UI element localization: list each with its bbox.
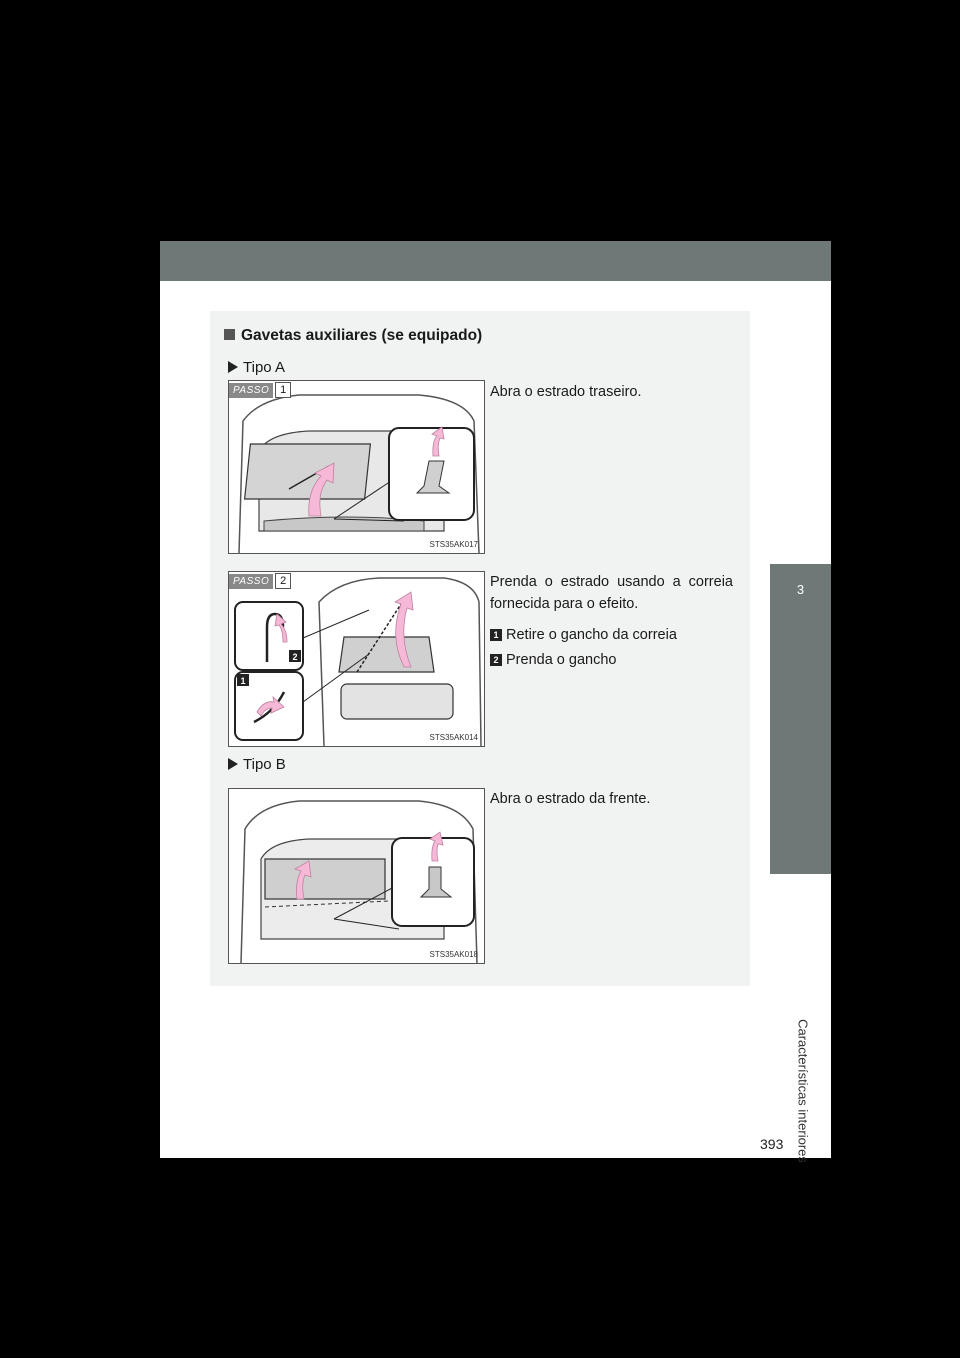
number-1-icon: 1 xyxy=(490,629,502,641)
cargo-floor-illustration xyxy=(229,381,484,553)
page-number: 393 xyxy=(760,1136,784,1152)
chapter-tab xyxy=(770,564,831,874)
chapter-title-vertical xyxy=(783,931,823,1251)
chapter-title: Características interiores xyxy=(795,1019,811,1163)
figure-type-b xyxy=(228,788,485,964)
svg-text:2: 2 xyxy=(292,652,298,662)
manual-page xyxy=(160,241,831,1163)
figure-code: STS35AK014 xyxy=(429,733,478,742)
chapter-number: 3 xyxy=(796,582,805,597)
substep-1: 1 Retire o gancho da correia xyxy=(490,625,677,645)
strap-hook-illustration xyxy=(229,572,484,746)
figure-step-2 xyxy=(228,571,485,747)
number-2-icon: 2 xyxy=(490,654,502,666)
type-b-heading: Tipo B xyxy=(228,756,286,773)
figure-step-1 xyxy=(228,380,485,554)
step-1-badge: PASSO 1 xyxy=(229,381,291,399)
type-b-text: Abra o estrado da frente. xyxy=(490,791,651,807)
figure-code: STS35AK017 xyxy=(429,540,478,549)
figure-code: STS35AK018 xyxy=(429,950,478,959)
header-bar xyxy=(160,241,831,281)
step-2-text: Prenda o estrado usando a correia fornecida para o efeito. xyxy=(490,574,733,612)
step-2-badge: PASSO 2 xyxy=(229,572,291,590)
triangle-right-icon xyxy=(228,361,238,373)
section-title: Gavetas auxiliares (se equipado) xyxy=(224,327,482,345)
square-bullet-icon xyxy=(224,329,235,340)
triangle-right-icon xyxy=(228,758,238,770)
svg-text:1: 1 xyxy=(240,676,246,686)
type-a-heading: Tipo A xyxy=(228,359,285,376)
content-panel xyxy=(210,311,750,986)
step-1-text: Abra o estrado traseiro. xyxy=(490,384,642,400)
front-floor-illustration xyxy=(229,789,484,963)
substep-2: 2 Prenda o gancho xyxy=(490,650,616,670)
